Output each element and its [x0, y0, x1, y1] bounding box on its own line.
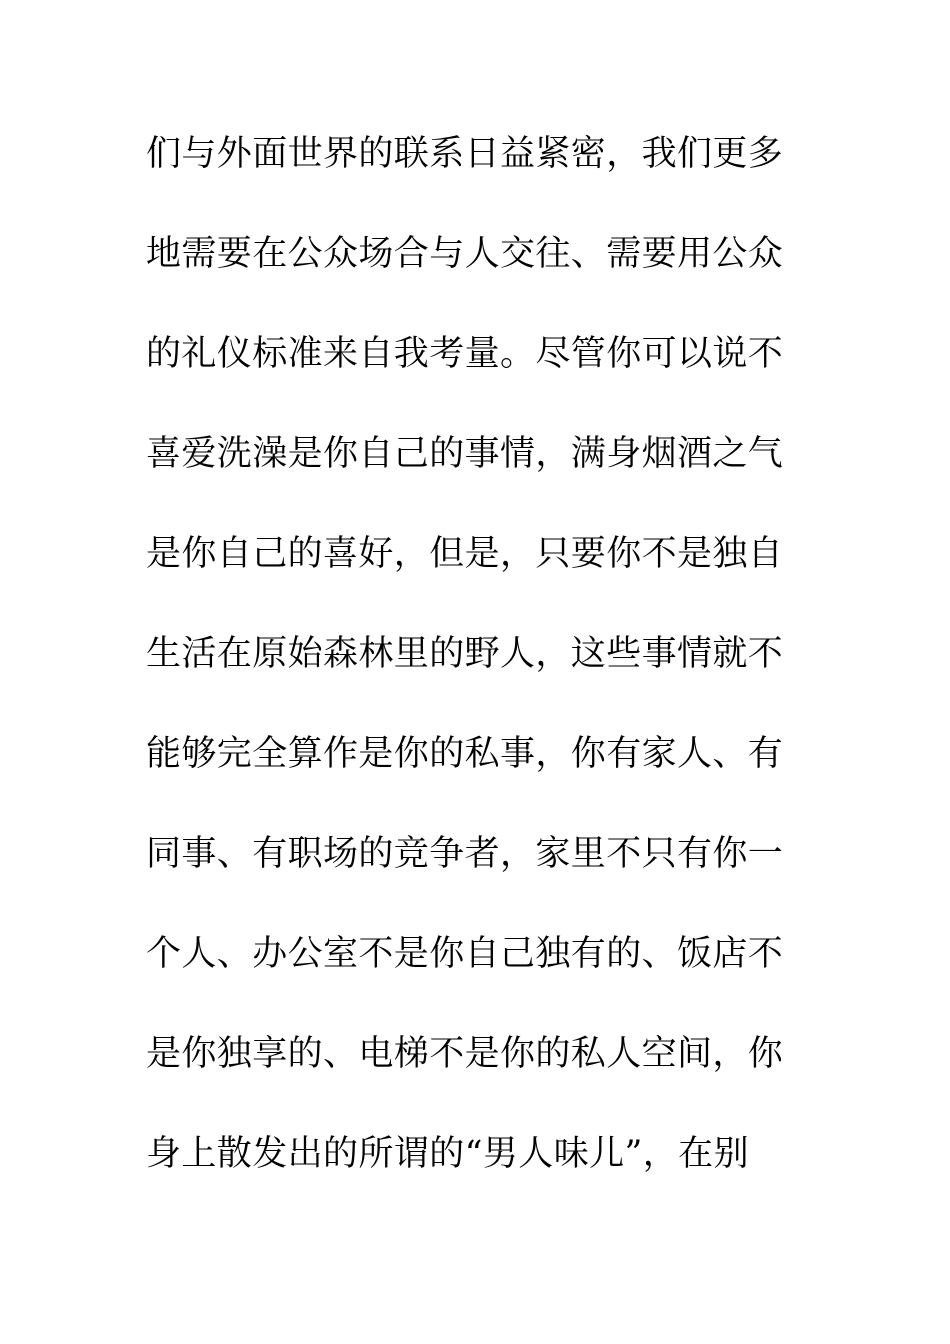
body-text [146, 127, 786, 1227]
text-line: 是你自己的喜好，但是，只要你不是独自 [146, 534, 784, 574]
text-line: 生活在原始森林里的野人，这些事情就不 [146, 634, 784, 674]
text-line: 同事、有职场的竞争者，家里不只有你一 [146, 834, 784, 874]
text-line: 身上散发出的所谓的“男人味儿”，在别 [146, 1134, 749, 1174]
text-line: 喜爱洗澡是你自己的事情，满身烟酒之气 [146, 434, 784, 474]
text-line: 地需要在公众场合与人交往、需要用公众 [146, 234, 784, 274]
text-line: 是你独享的、电梯不是你的私人空间，你 [146, 1034, 784, 1074]
text-line: 能够完全算作是你的私事，你有家人、有 [146, 734, 784, 774]
text-line: 们与外面世界的联系日益紧密，我们更多 [146, 134, 784, 174]
text-line: 个人、办公室不是你自己独有的、饭店不 [146, 934, 784, 974]
text-line: 的礼仪标准来自我考量。尽管你可以说不 [146, 334, 784, 374]
